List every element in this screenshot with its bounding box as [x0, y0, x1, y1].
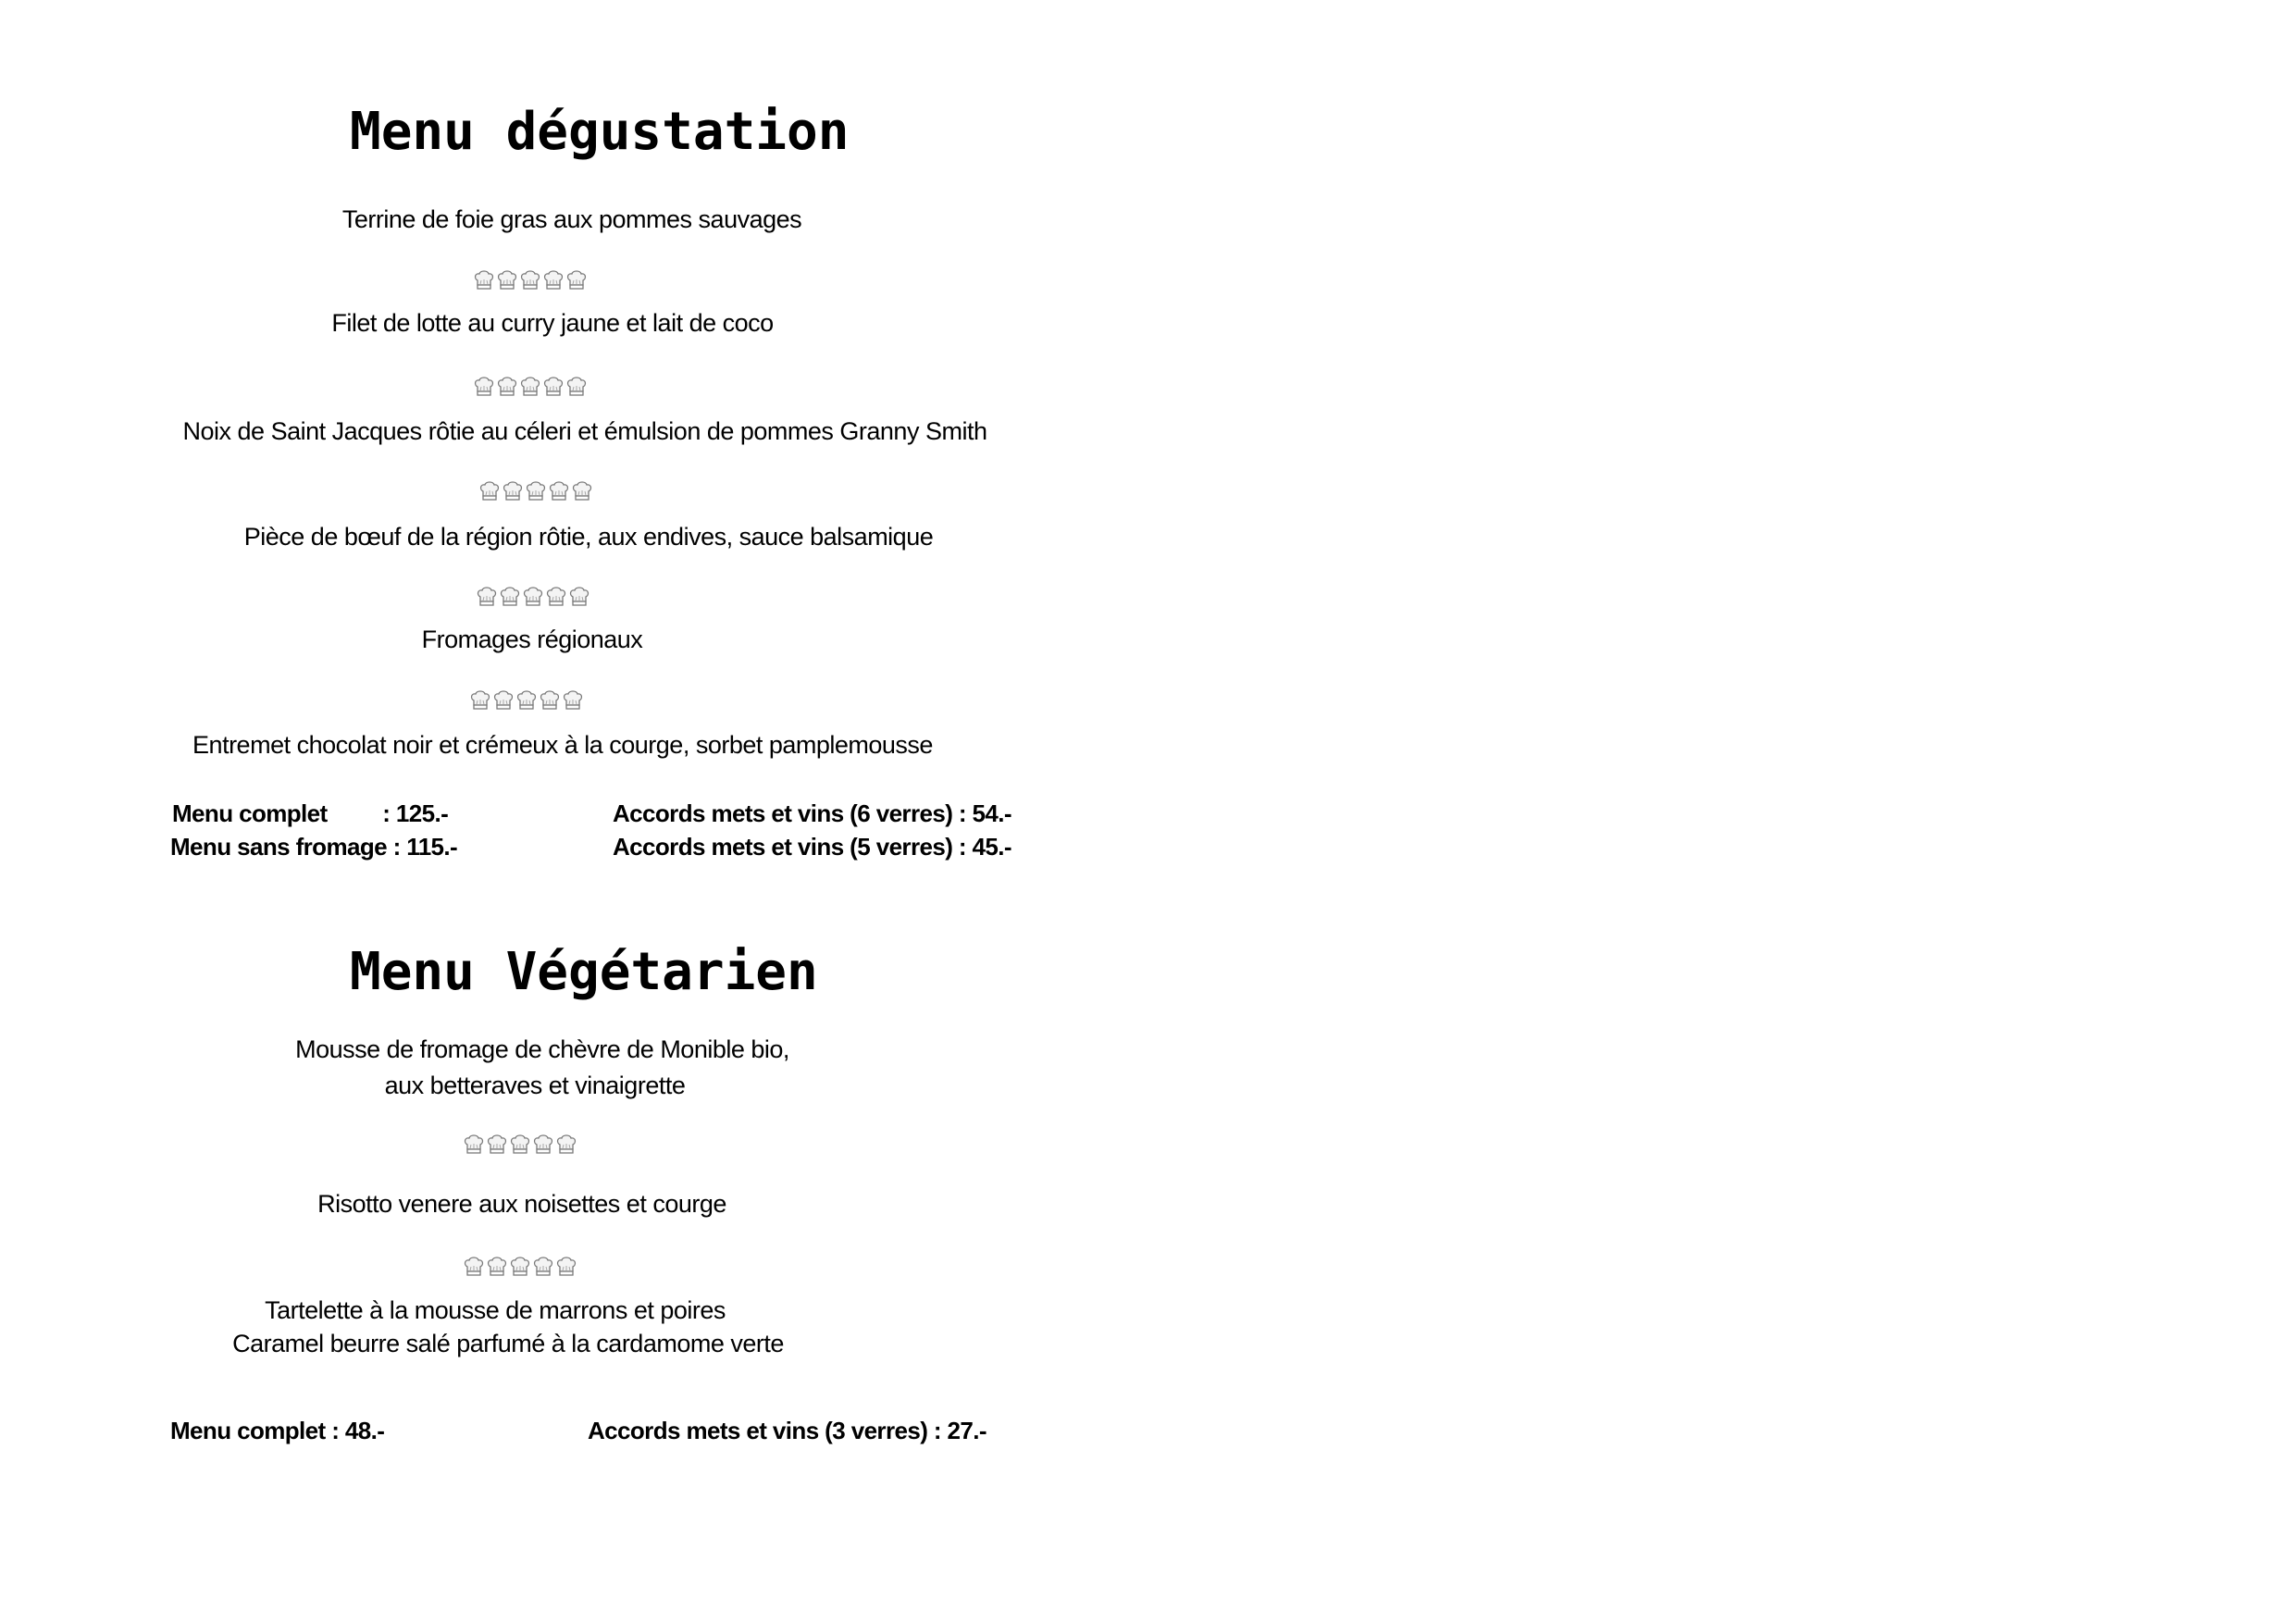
chef-hat-icon — [473, 375, 495, 397]
chef-hat-icon — [473, 268, 495, 291]
chef-hat-icon — [532, 1255, 554, 1277]
chef-hat-icon — [555, 1255, 577, 1277]
chef-hat-icon — [522, 585, 544, 607]
veg-price-menu-complet: Menu complet : 48.- — [170, 1417, 385, 1444]
chef-hat-icon — [542, 375, 565, 397]
chef-hat-icon — [519, 375, 541, 397]
chef-hat-icon — [492, 688, 515, 711]
chef-hat-icon — [539, 688, 561, 711]
chef-hat-icon — [486, 1133, 508, 1155]
chef-hat-icon — [555, 1133, 577, 1155]
chef-hat-icon — [478, 479, 501, 502]
chef-hat-icon — [545, 585, 567, 607]
chef-hat-icon — [562, 688, 584, 711]
tasting-menu-title: Menu dégustation — [350, 102, 850, 162]
chef-hat-icon — [463, 1255, 485, 1277]
separator-hats — [476, 585, 590, 607]
chef-hat-icon — [532, 1133, 554, 1155]
chef-hat-icon — [486, 1255, 508, 1277]
chef-hat-icon — [515, 688, 538, 711]
veg-price-wine-3: Accords mets et vins (3 verres) : 27.- — [588, 1417, 987, 1444]
price-menu-complet: Menu complet : 125.- — [172, 799, 449, 827]
chef-hat-icon — [525, 479, 547, 502]
separator-hats — [478, 479, 593, 502]
chef-hat-icon — [463, 1133, 485, 1155]
chef-hat-icon — [565, 268, 588, 291]
dish-6: Entremet chocolat noir et crémeux à la courge, sorbet pamplemousse — [192, 731, 933, 759]
chef-hat-icon — [571, 479, 593, 502]
dish-1: Terrine de foie gras aux pommes sauvages — [341, 205, 802, 233]
veg-dish-1-line-1: Mousse de fromage de chèvre de Monible bio, — [295, 1035, 789, 1063]
chef-hat-icon — [519, 268, 541, 291]
chef-hat-icon — [565, 375, 588, 397]
price-menu-sans-fromage: Menu sans fromage : 115.- — [170, 833, 458, 861]
dish-2: Filet de lotte au curry jaune et lait de coco — [331, 309, 774, 337]
chef-hat-icon — [502, 479, 524, 502]
dish-5: Fromages régionaux — [421, 626, 643, 653]
separator-hats — [469, 688, 584, 711]
veg-dish-2: Risotto venere aux noisettes et courge — [317, 1190, 726, 1218]
chef-hat-icon — [568, 585, 590, 607]
chef-hat-icon — [496, 268, 518, 291]
chef-hat-icon — [542, 268, 565, 291]
chef-hat-icon — [469, 688, 491, 711]
dish-3: Noix de Saint Jacques rôtie au céleri et émulsion de pommes Granny Smith — [182, 417, 987, 445]
separator-hats — [473, 375, 588, 397]
chef-hat-icon — [499, 585, 521, 607]
chef-hat-icon — [496, 375, 518, 397]
chef-hat-icon — [476, 585, 498, 607]
separator-hats — [463, 1255, 577, 1277]
vegetarian-menu-title: Menu Végétarien — [350, 942, 818, 1002]
veg-dish-3-line-2: Caramel beurre salé parfumé à la cardamome verte — [232, 1330, 784, 1357]
veg-dish-3-line-1: Tartelette à la mousse de marrons et poires — [265, 1296, 726, 1324]
veg-dish-1-line-2: aux betteraves et vinaigrette — [384, 1072, 686, 1099]
chef-hat-icon — [509, 1255, 531, 1277]
price-wine-6: Accords mets et vins (6 verres) : 54.- — [613, 799, 1011, 827]
chef-hat-icon — [548, 479, 570, 502]
separator-hats — [463, 1133, 577, 1155]
dish-4: Pièce de bœuf de la région rôtie, aux endives, sauce balsamique — [243, 523, 934, 551]
price-wine-5: Accords mets et vins (5 verres) : 45.- — [613, 833, 1011, 861]
separator-hats — [473, 268, 588, 291]
chef-hat-icon — [509, 1133, 531, 1155]
